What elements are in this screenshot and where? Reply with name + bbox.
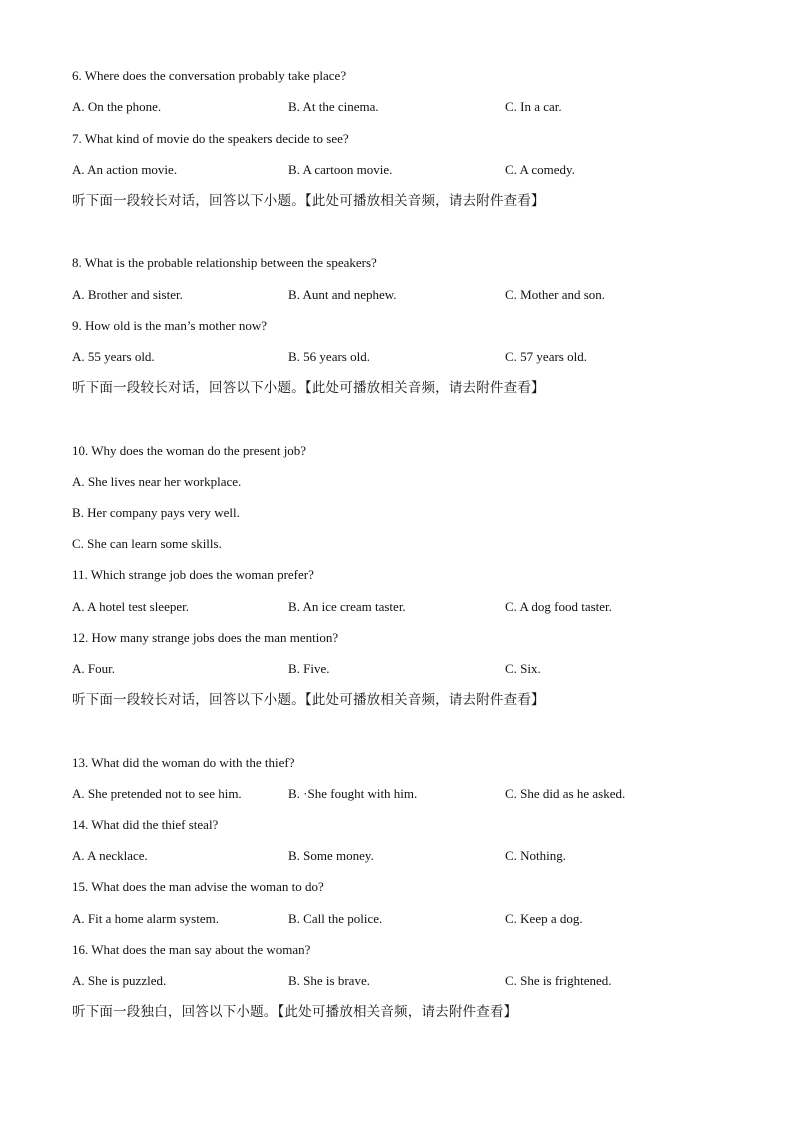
q6-option-b: B. At the cinema. xyxy=(288,99,379,114)
question-11: 11. Which strange job does the woman prefer? xyxy=(72,567,314,582)
q11-option-c: C. A dog food taster. xyxy=(505,599,612,614)
question-12: 12. How many strange jobs does the man mention? xyxy=(72,630,339,645)
q10-option-b: B. Her company pays very well. xyxy=(72,505,240,520)
question-9: 9. How old is the man’s mother now? xyxy=(72,318,267,333)
question-15: 15. What does the man advise the woman to do? xyxy=(72,879,324,894)
q7-option-a: A. An action movie. xyxy=(72,162,178,177)
q11-option-a: A. A hotel test sleeper. xyxy=(72,599,189,614)
q15-option-a: A. Fit a home alarm system. xyxy=(72,911,219,926)
listening-instruction-2: 听下面一段较长对话，回答以下小题。【此处可播放相关音频，请去附件查看】 xyxy=(72,380,545,396)
q16-option-b: B. She is brave. xyxy=(288,973,370,988)
q13-option-b: B. ·She fought with him. xyxy=(288,786,418,801)
q16-option-c: C. She is frightened. xyxy=(505,973,612,988)
q15-option-b: B. Call the police. xyxy=(288,911,383,926)
q9-option-a: A. 55 years old. xyxy=(72,349,155,364)
q8-option-b: B. Aunt and nephew. xyxy=(288,287,397,302)
q12-option-b: B. Five. xyxy=(288,661,330,676)
q12-option-a: A. Four. xyxy=(72,661,115,676)
q10-option-a: A. She lives near her workplace. xyxy=(72,474,242,489)
q8-option-c: C. Mother and son. xyxy=(505,287,606,302)
question-10: 10. Why does the woman do the present job? xyxy=(72,443,307,458)
listening-instruction-1: 听下面一段较长对话，回答以下小题。【此处可播放相关音频，请去附件查看】 xyxy=(72,193,545,209)
q14-option-b: B. Some money. xyxy=(288,848,374,863)
q9-option-c: C. 57 years old. xyxy=(505,349,587,364)
question-6: 6. Where does the conversation probably take place? xyxy=(72,68,347,83)
q14-option-a: A. A necklace. xyxy=(72,848,148,863)
question-14: 14. What did the thief steal? xyxy=(72,817,219,832)
question-13: 13. What did the woman do with the thief? xyxy=(72,755,295,770)
q14-option-c: C. Nothing. xyxy=(505,848,567,863)
q10-option-c: C. She can learn some skills. xyxy=(72,536,222,551)
q7-option-b: B. A cartoon movie. xyxy=(288,162,393,177)
q8-option-a: A. Brother and sister. xyxy=(72,287,183,302)
q12-option-c: C. Six. xyxy=(505,661,541,676)
question-16: 16. What does the man say about the woman? xyxy=(72,942,311,957)
listening-instruction-4: 听下面一段独白，回答以下小题。【此处可播放相关音频，请去附件查看】 xyxy=(72,1004,518,1020)
listening-instruction-3: 听下面一段较长对话，回答以下小题。【此处可播放相关音频，请去附件查看】 xyxy=(72,692,545,708)
q7-option-c: C. A comedy. xyxy=(505,162,575,177)
q13-option-c: C. She did as he asked. xyxy=(505,786,626,801)
q16-option-a: A. She is puzzled. xyxy=(72,973,167,988)
question-7: 7. What kind of movie do the speakers decide to see? xyxy=(72,131,349,146)
q6-option-a: A. On the phone. xyxy=(72,99,162,114)
q13-option-a: A. She pretended not to see him. xyxy=(72,786,242,801)
question-8: 8. What is the probable relationship between the speakers? xyxy=(72,255,377,270)
q9-option-b: B. 56 years old. xyxy=(288,349,370,364)
q15-option-c: C. Keep a dog. xyxy=(505,911,583,926)
q6-option-c: C. In a car. xyxy=(505,99,562,114)
q11-option-b: B. An ice cream taster. xyxy=(288,599,406,614)
